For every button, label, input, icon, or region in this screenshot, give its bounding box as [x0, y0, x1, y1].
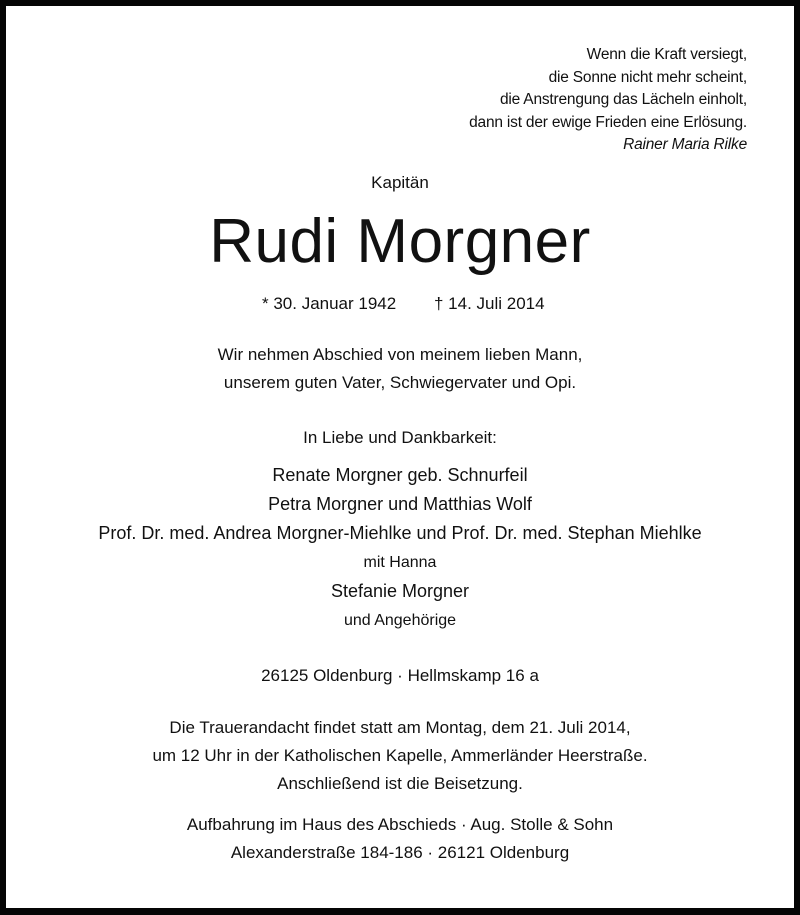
obituary-notice	[6, 6, 794, 908]
quote-author: Rainer Maria Rilke	[623, 136, 747, 153]
deceased-name: Rudi Morgner	[209, 207, 591, 276]
service-details	[6, 714, 794, 798]
viewing-line: Alexanderstraße 184-186 · 26121 Oldenburg	[230, 843, 570, 862]
poem-quote	[469, 44, 747, 157]
quote-line: dann ist der ewige Frieden eine Erlösung.	[469, 113, 747, 131]
mourner: und Angehörige	[343, 612, 457, 629]
quote-line: die Anstrengung das Lächeln einholt,	[499, 91, 747, 108]
deceased-title: Kapitän	[371, 173, 429, 192]
farewell-text	[6, 341, 794, 397]
mourner: mit Hanna	[363, 554, 437, 571]
service-line: Die Trauerandacht findet statt am Montag, dem 21. Juli 2014,	[169, 718, 631, 737]
gratitude-text: In Liebe und Dankbarkeit:	[303, 428, 497, 447]
service-line: Anschließend ist die Beisetzung.	[277, 774, 523, 793]
mourner: Renate Morgner geb. Schnurfeil	[272, 465, 528, 485]
mourners-list	[6, 461, 794, 635]
family-address: 26125 Oldenburg · Hellmskamp 16 a	[261, 666, 539, 685]
viewing-line: Aufbahrung im Haus des Abschieds · Aug. Stolle & Sohn	[186, 815, 614, 834]
death-date: † 14. Juli 2014	[434, 294, 545, 313]
mourner: Petra Morgner und Matthias Wolf	[268, 494, 532, 514]
mourner: Prof. Dr. med. Andrea Morgner-Miehlke und Prof. Dr. med. Stephan Miehlke	[98, 523, 702, 543]
viewing-details	[6, 811, 794, 867]
farewell-line: unserem guten Vater, Schwiegervater und Opi.	[223, 373, 577, 392]
farewell-line: Wir nehmen Abschied von meinem lieben Mann,	[217, 345, 583, 364]
mourner: Stefanie Morgner	[330, 581, 470, 601]
birth-date: * 30. Januar 1942	[262, 294, 397, 313]
quote-line: die Sonne nicht mehr scheint,	[548, 68, 747, 86]
quote-line: Wenn die Kraft versiegt,	[586, 46, 747, 63]
service-line: um 12 Uhr in der Katholischen Kapelle, Ammerländer Heerstraße.	[152, 746, 648, 765]
